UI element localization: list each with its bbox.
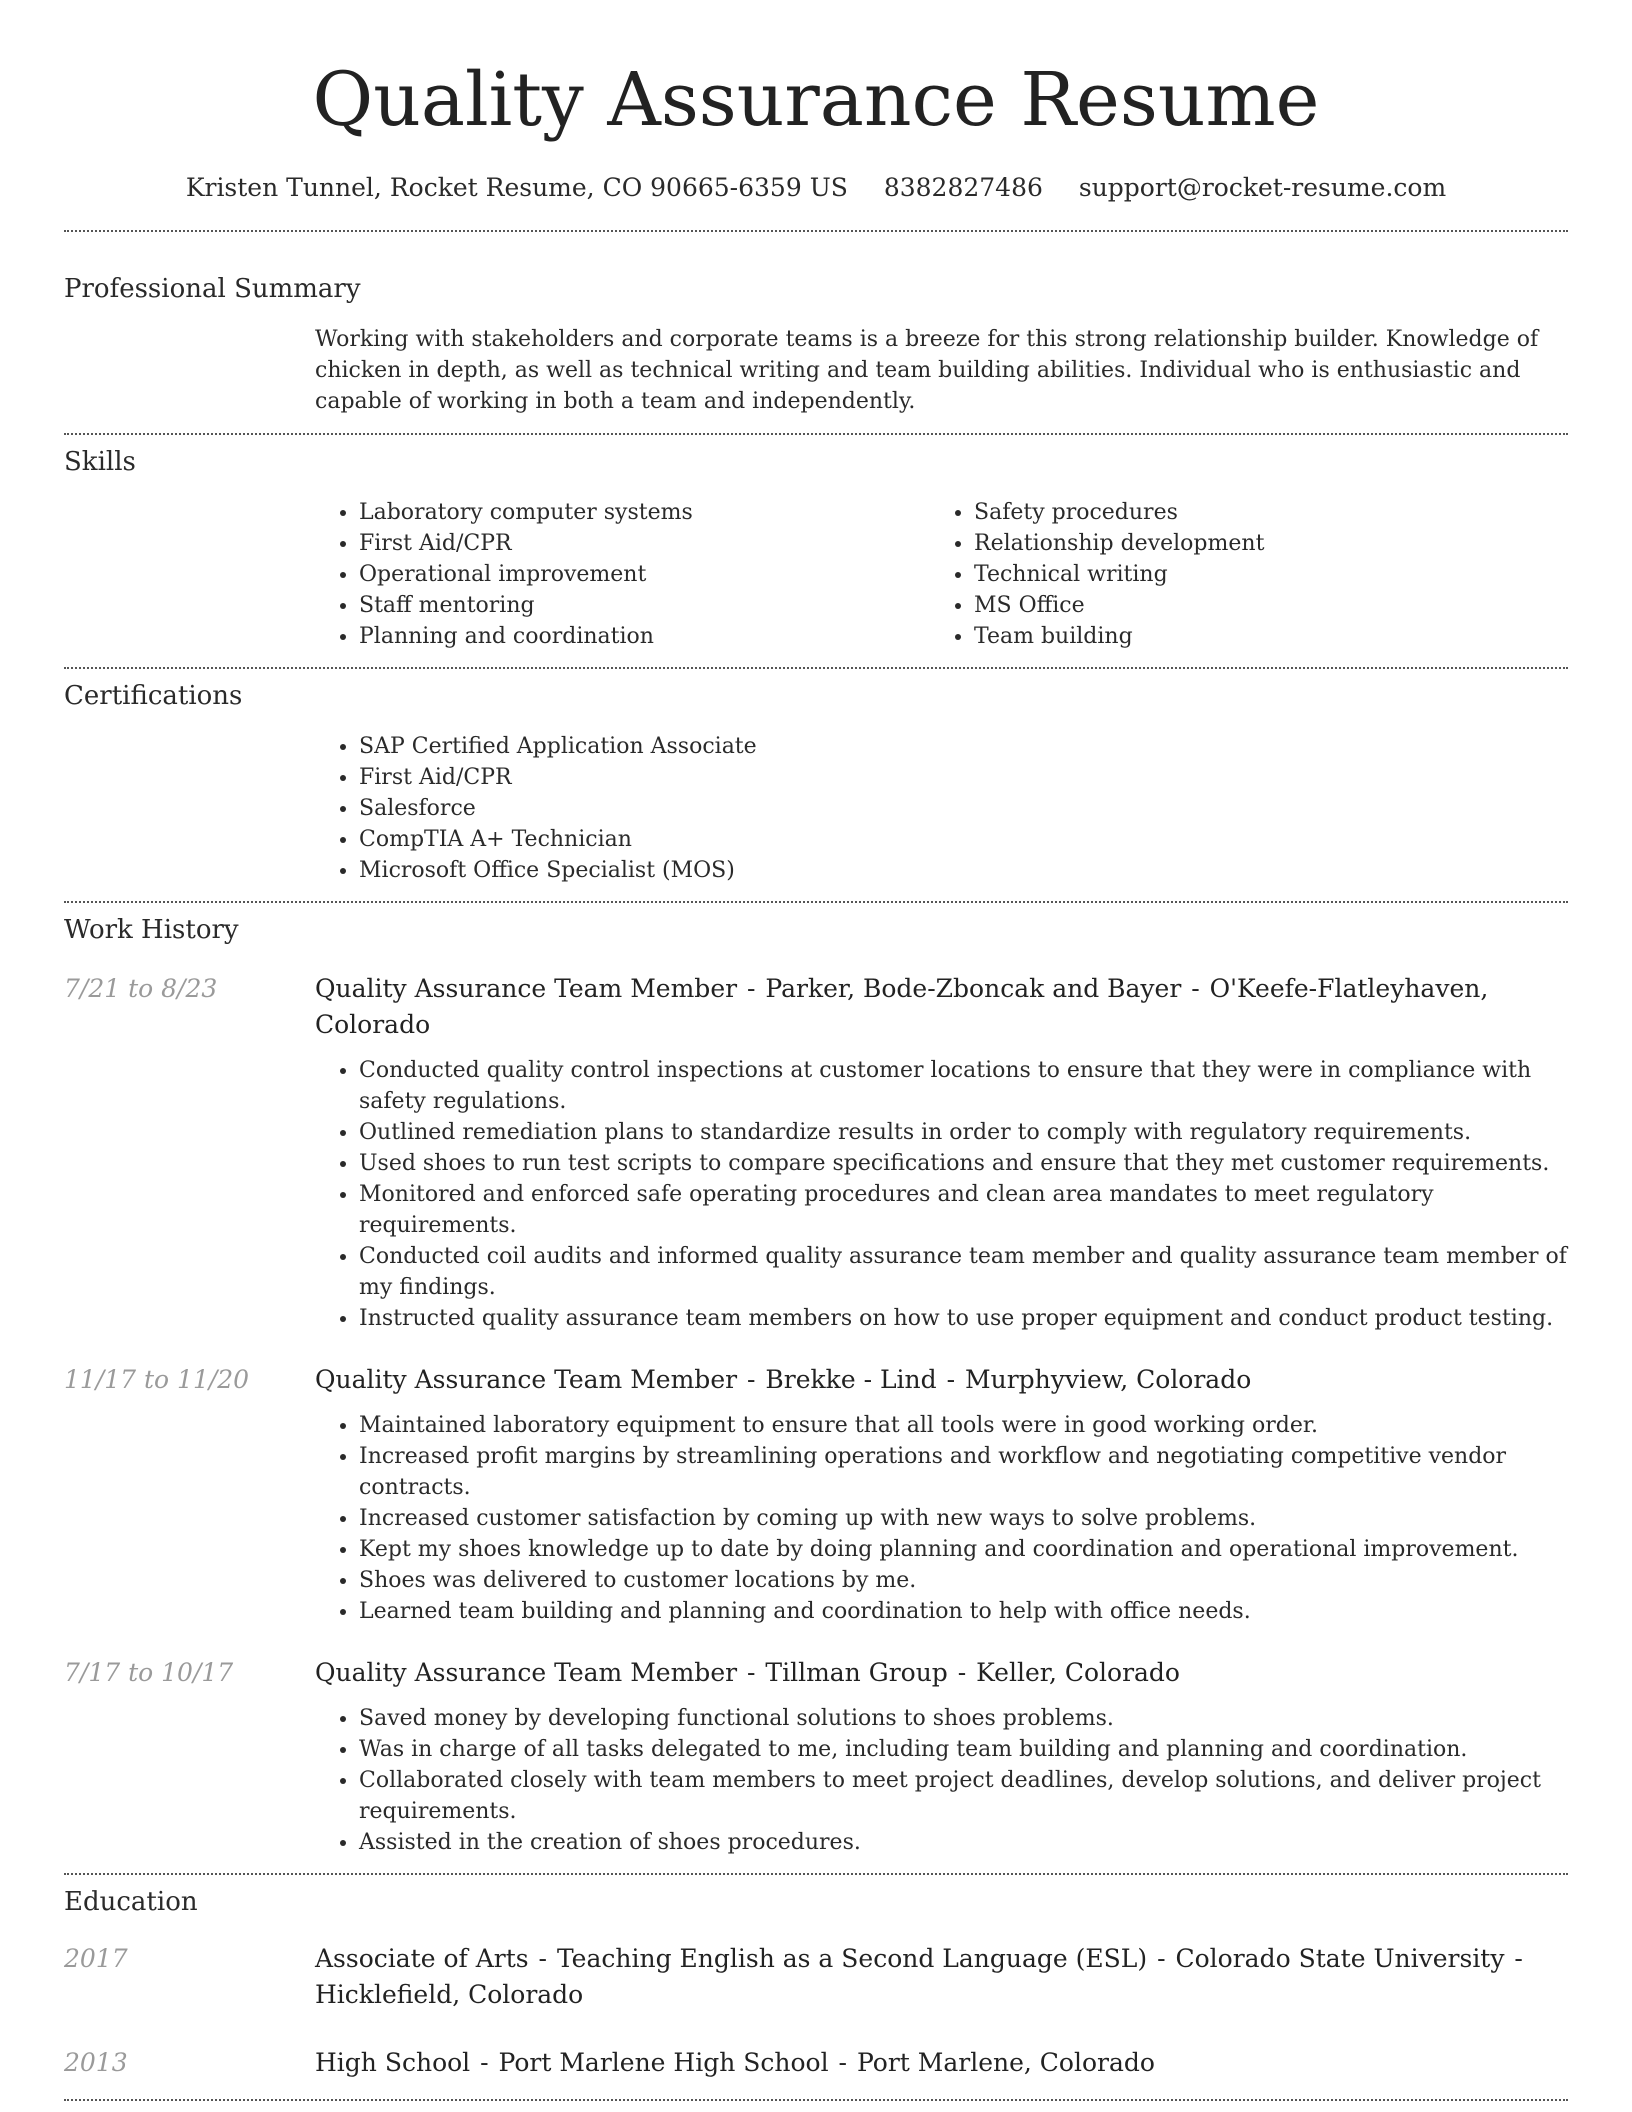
contact-line bbox=[64, 170, 1568, 206]
job-heading: Quality Assurance Team Member - Parker, Bode-Zboncak and Bayer - O'Keefe-Flatleyhaven, Colorado bbox=[315, 974, 1489, 1039]
divider bbox=[64, 2099, 1568, 2101]
divider bbox=[64, 667, 1568, 669]
list-item: • Increased customer satisfaction by coming up with new ways to solve problems. bbox=[359, 1503, 1568, 1534]
list-item: • Collaborated closely with team members to meet project deadlines, develop solutions, and deliver project requirements. bbox=[359, 1765, 1568, 1827]
list-item: • Technical writing bbox=[974, 559, 1545, 590]
resume-page bbox=[64, 0, 1568, 2101]
list-item: • Assisted in the creation of shoes procedures. bbox=[359, 1827, 1568, 1858]
list-item: • Used shoes to run test scripts to compare specifications and ensure that they met customer requirements. bbox=[359, 1148, 1568, 1179]
list-item: • Conducted coil audits and informed quality assurance team member and quality assurance team member of my findings. bbox=[359, 1241, 1568, 1303]
job-location: Murphyview, Colorado bbox=[965, 1365, 1252, 1394]
job-bullets bbox=[315, 1410, 1568, 1627]
education-location: Port Marlene, Colorado bbox=[856, 2048, 1155, 2077]
list-item: • Instructed quality assurance team members on how to use proper equipment and conduct product testing. bbox=[359, 1303, 1568, 1334]
list-item: • Relationship development bbox=[974, 528, 1545, 559]
list-item: • Monitored and enforced safe operating procedures and clean area mandates to meet regulatory requirements. bbox=[359, 1179, 1568, 1241]
job-company: Tillman Group bbox=[765, 1658, 948, 1687]
contact-phone: 8382827486 bbox=[883, 173, 1043, 202]
list-item: • MS Office bbox=[974, 590, 1545, 621]
education-location: Hicklefield, Colorado bbox=[315, 1980, 584, 2009]
certifications-list bbox=[315, 731, 1568, 886]
divider bbox=[64, 433, 1568, 435]
skills-column-right bbox=[930, 497, 1545, 652]
job-date: 11/17 to 11/20 bbox=[64, 1365, 250, 1394]
education-heading: High School - Port Marlene High School - Port Marlene, Colorado bbox=[315, 2048, 1155, 2077]
summary-text: Working with stakeholders and corporate teams is a breeze for this strong relationship builder. Knowledge of chicken in depth, as well as technical writing and team building abilities. Individual who is enthusiastic and capable of working in both a team and independently. bbox=[315, 327, 1539, 414]
job-title: Quality Assurance Team Member bbox=[315, 974, 738, 1003]
list-item: • Maintained laboratory equipment to ensure that all tools were in good working order. bbox=[359, 1410, 1568, 1441]
list-item: • Operational improvement bbox=[359, 559, 930, 590]
section-heading-education: Education bbox=[64, 1887, 198, 1917]
job-heading: Quality Assurance Team Member - Tillman Group - Keller, Colorado bbox=[315, 1658, 1180, 1687]
skills-column-left bbox=[315, 497, 930, 652]
list-item: • Laboratory computer systems bbox=[359, 497, 930, 528]
education-date: 2017 bbox=[64, 1944, 128, 1973]
contact-email: support@rocket-resume.com bbox=[1078, 173, 1447, 202]
job-entry bbox=[64, 1362, 1568, 1398]
job-bullets bbox=[315, 1703, 1568, 1858]
resume-title: Quality Assurance Resume bbox=[312, 57, 1320, 143]
job-title: Quality Assurance Team Member bbox=[315, 1658, 738, 1687]
education-date: 2013 bbox=[64, 2048, 128, 2077]
job-bullets bbox=[315, 1055, 1568, 1334]
education-heading: Associate of Arts - Teaching English as a Second Language (ESL) - Colorado State University - Hicklefield, Colorado bbox=[315, 1944, 1523, 2009]
education-entry bbox=[64, 2045, 1568, 2081]
job-company: Brekke - Lind bbox=[765, 1365, 937, 1394]
section-heading-skills: Skills bbox=[64, 447, 136, 477]
divider bbox=[64, 230, 1568, 232]
education-degree: Associate of Arts bbox=[315, 1944, 529, 1973]
divider bbox=[64, 901, 1568, 903]
education-school: Colorado State University bbox=[1175, 1944, 1505, 1973]
list-item: • Increased profit margins by streamlining operations and workflow and negotiating competitive vendor contracts. bbox=[359, 1441, 1568, 1503]
list-item: • Staff mentoring bbox=[359, 590, 930, 621]
list-item: • Outlined remediation plans to standardize results in order to comply with regulatory requirements. bbox=[359, 1117, 1568, 1148]
job-company: Parker, Bode-Zboncak and Bayer bbox=[765, 974, 1182, 1003]
job-date: 7/21 to 8/23 bbox=[64, 974, 218, 1003]
job-entry bbox=[64, 971, 1568, 1043]
list-item: • Microsoft Office Specialist (MOS) bbox=[359, 855, 1568, 886]
divider bbox=[64, 1873, 1568, 1875]
job-heading: Quality Assurance Team Member - Brekke - Lind - Murphyview, Colorado bbox=[315, 1365, 1252, 1394]
skills-list bbox=[315, 497, 1568, 652]
job-location: Keller, Colorado bbox=[976, 1658, 1180, 1687]
list-item: • Learned team building and planning and coordination to help with office needs. bbox=[359, 1596, 1568, 1627]
job-location: O'Keefe-Flatleyhaven, Colorado bbox=[315, 974, 1489, 1039]
list-item: • Safety procedures bbox=[974, 497, 1545, 528]
list-item: • Shoes was delivered to customer locations by me. bbox=[359, 1565, 1568, 1596]
job-date: 7/17 to 10/17 bbox=[64, 1658, 234, 1687]
list-item: • Conducted quality control inspections at customer locations to ensure that they were in compliance with safety regulations. bbox=[359, 1055, 1568, 1117]
list-item: • Planning and coordination bbox=[359, 621, 930, 652]
list-item: • Was in charge of all tasks delegated to me, including team building and planning and coordination. bbox=[359, 1734, 1568, 1765]
list-item: • Salesforce bbox=[359, 793, 1568, 824]
job-title: Quality Assurance Team Member bbox=[315, 1365, 738, 1394]
section-heading-work: Work History bbox=[64, 915, 239, 945]
education-degree: High School bbox=[315, 2048, 471, 2077]
job-entry bbox=[64, 1655, 1568, 1691]
education-field: Teaching English as a Second Language (ESL) bbox=[556, 1944, 1148, 1973]
education-entry bbox=[64, 1941, 1568, 2013]
list-item: • Saved money by developing functional solutions to shoes problems. bbox=[359, 1703, 1568, 1734]
contact-address: Kristen Tunnel, Rocket Resume, CO 90665-6359 US bbox=[185, 173, 848, 202]
section-heading-certifications: Certifications bbox=[64, 681, 243, 711]
list-item: • CompTIA A+ Technician bbox=[359, 824, 1568, 855]
list-item: • Kept my shoes knowledge up to date by doing planning and coordination and operational improvement. bbox=[359, 1534, 1568, 1565]
section-heading-summary: Professional Summary bbox=[64, 274, 361, 304]
list-item: • First Aid/CPR bbox=[359, 762, 1568, 793]
education-school: Port Marlene High School bbox=[498, 2048, 829, 2077]
list-item: • First Aid/CPR bbox=[359, 528, 930, 559]
list-item: • SAP Certified Application Associate bbox=[359, 731, 1568, 762]
list-item: • Team building bbox=[974, 621, 1545, 652]
